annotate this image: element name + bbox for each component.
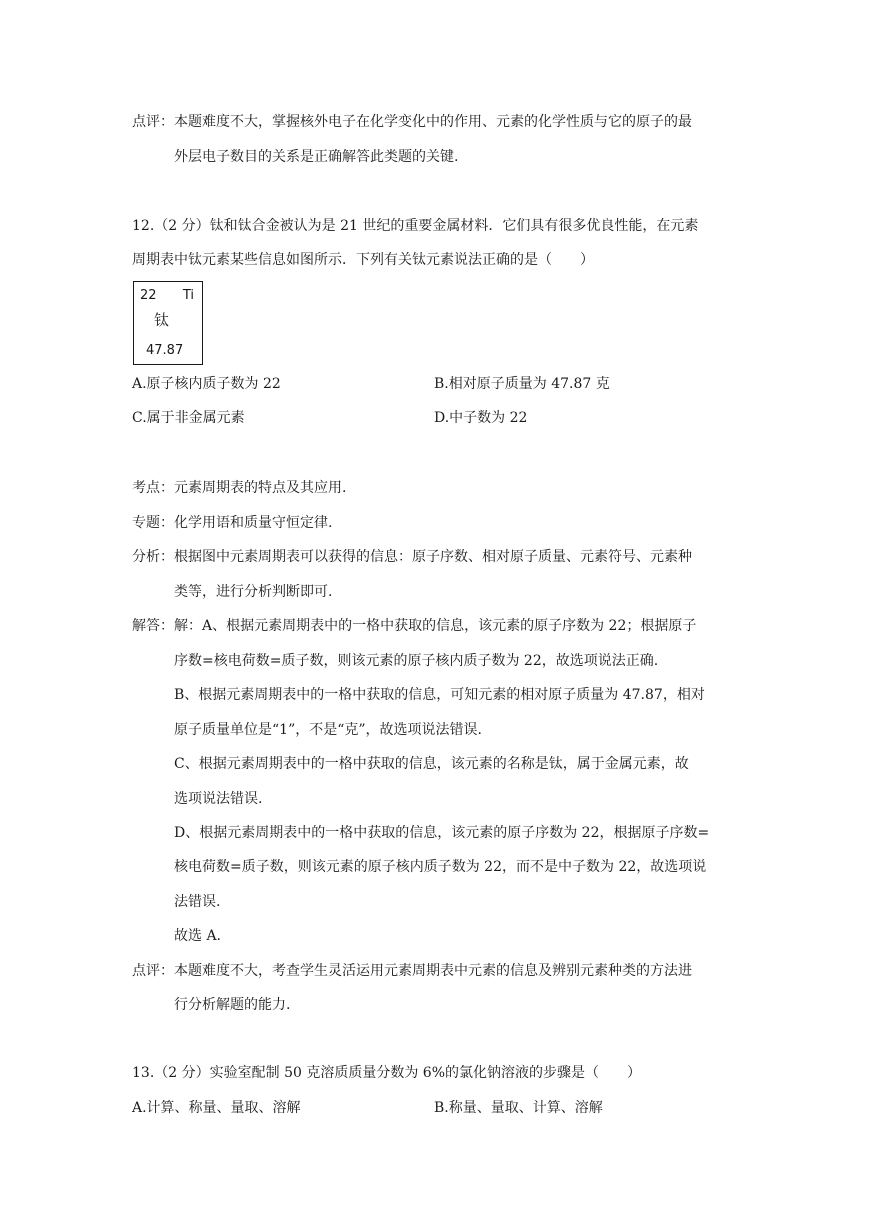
option-12-c: C.属于非金属元素 bbox=[132, 410, 245, 426]
question-13-line1: 13.（2 分）实验室配制 50 克溶质质量分数为 6%的氯化钠溶液的步骤是（ ） bbox=[132, 1065, 641, 1081]
option-12-b: B.相对原子质量为 47.87 克 bbox=[434, 376, 610, 392]
element-name: 钛 bbox=[154, 311, 170, 329]
atomic-number: 22 bbox=[140, 288, 157, 303]
atomic-mass: 47.87 bbox=[146, 343, 184, 358]
jieda-d-line1: D、根据元素周期表中的一格中获取的信息，该元素的原子序数为 22，根据原子序数= bbox=[174, 825, 710, 841]
review-prev-line2: 外层电子数目的关系是正确解答此类题的关键. bbox=[174, 149, 459, 165]
kaodian: 考点：元素周期表的特点及其应用. bbox=[132, 480, 347, 496]
jieda-b-line2: 原子质量单位是“1”，不是“克”，故选项说法错误. bbox=[174, 722, 482, 738]
option-13-b: B.称量、量取、计算、溶解 bbox=[434, 1100, 603, 1116]
review-prev-line1: 点评：本题难度不大，掌握核外电子在化学变化中的作用、元素的化学性质与它的原子的最 bbox=[132, 114, 692, 130]
pingyu-line1: 点评：本题难度不大，考查学生灵活运用元素周期表中元素的信息及辨别元素种类的方法进 bbox=[132, 963, 692, 979]
jieda-line1: 解答：解：A、根据元素周期表中的一格中获取的信息，该元素的原子序数为 22；根据原子 bbox=[132, 618, 697, 634]
jieda-line2: 序数=核电荷数=质子数，则该元素的原子核内质子数为 22，故选项说法正确. bbox=[174, 653, 659, 669]
jieda-d-line3: 法错误. bbox=[174, 894, 221, 910]
question-12-line2: 周期表中钛元素某些信息如图所示．下列有关钛元素说法正确的是（ ） bbox=[132, 252, 594, 268]
jieda-c-line1: C、根据元素周期表中的一格中获取的信息，该元素的名称是钛，属于金属元素，故 bbox=[174, 756, 689, 772]
jieda-b-line1: B、根据元素周期表中的一格中获取的信息，可知元素的相对原子质量为 47.87，相对 bbox=[174, 687, 705, 703]
fenxi-line2: 类等，进行分析判断即可. bbox=[174, 584, 333, 600]
jieda-c-line2: 选项说法错误. bbox=[174, 791, 263, 807]
option-13-a: A.计算、称量、量取、溶解 bbox=[132, 1100, 301, 1116]
option-12-d: D.中子数为 22 bbox=[434, 410, 528, 426]
pingyu-line2: 行分析解题的能力. bbox=[174, 997, 291, 1013]
fenxi-line1: 分析：根据图中元素周期表可以获得的信息：原子序数、相对原子质量、元素符号、元素种 bbox=[132, 549, 692, 565]
answer-choice: 故选 A. bbox=[174, 928, 222, 944]
jieda-d-line2: 核电荷数=质子数，则该元素的原子核内质子数为 22，而不是中子数为 22，故选项说 bbox=[174, 859, 707, 875]
question-12-line1: 12.（2 分）钛和钛合金被认为是 21 世纪的重要金属材料．它们具有很多优良性能，在元素 bbox=[132, 218, 699, 234]
titanium-element-card bbox=[133, 281, 203, 365]
element-symbol: Ti bbox=[182, 288, 194, 303]
zhuanti: 专题：化学用语和质量守恒定律. bbox=[132, 515, 333, 531]
option-12-a: A.原子核内质子数为 22 bbox=[132, 376, 281, 392]
